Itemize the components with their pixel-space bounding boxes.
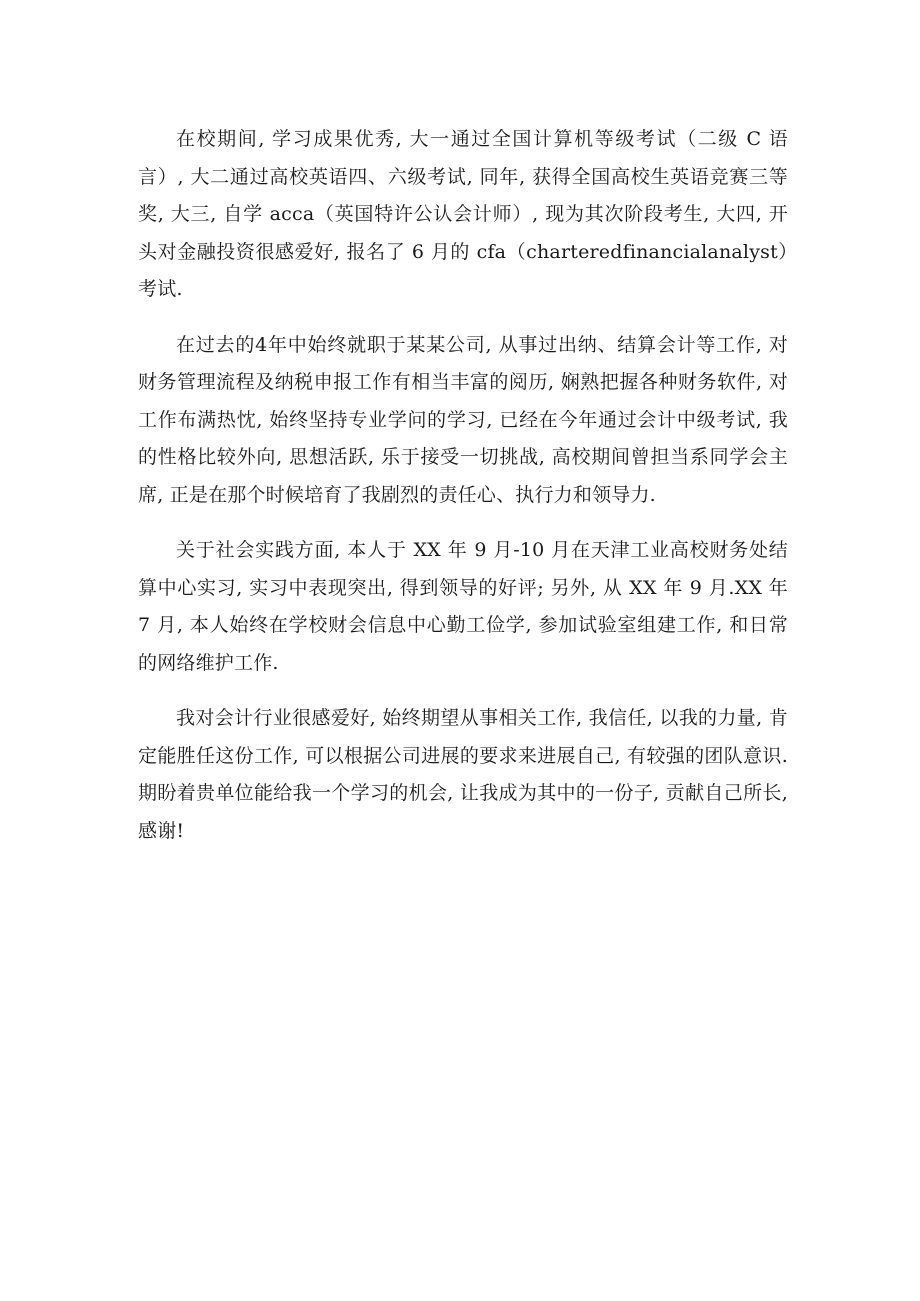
paragraph-closing: 我对会计行业很感爱好, 始终期望从事相关工作, 我信任, 以我的力量, 肯定能胜任这份工作, 可以根据公司进展的要求来进展自己, 有较强的团队意识. 期盼着贵单位能给我一个学习的机会, 让我成为其中的一份子, 贡献自己所长, 感谢! bbox=[138, 707, 788, 842]
paragraph-education: 在校期间, 学习成果优秀, 大一通过全国计算机等级考试（二级 C 语言）, 大二通过高校英语四、六级考试, 同年, 获得全国高校生英语竞赛三等奖, 大三, 自学 acca（英国特许公认会计师）, 现为其次阶段考生, 大四, 开头对金融投资很感爱好, 报名了 6 月的 cfa（charteredfinancialanalyst）考试. bbox=[138, 128, 788, 300]
paragraph-work-experience: 在过去的4年中始终就职于某某公司, 从事过出纳、结算会计等工作, 对财务管理流程及纳税申报工作有相当丰富的阅历, 娴熟把握各种财务软件, 对工作布满热忱, 始终坚持专业学问的学习, 已经在今年通过会计中级考试, 我的性格比较外向, 思想活跃, 乐于接受一切挑战, 高校期间曾担当系同学会主席, 正是在那个时候培育了我剧烈的责任心、执行力和领导力. bbox=[138, 333, 788, 506]
document-body bbox=[138, 121, 788, 850]
paragraph-social-practice: 关于社会实践方面, 本人于 XX 年 9 月-10 月在天津工业高校财务处结算中心实习, 实习中表现突出, 得到领导的好评; 另外, 从 XX 年 9 月.XX 年 7 月, 本人始终在学校财会信息中心勤工俭学, 参加试验室组建工作, 和日常的网络维护工作. bbox=[138, 539, 788, 674]
